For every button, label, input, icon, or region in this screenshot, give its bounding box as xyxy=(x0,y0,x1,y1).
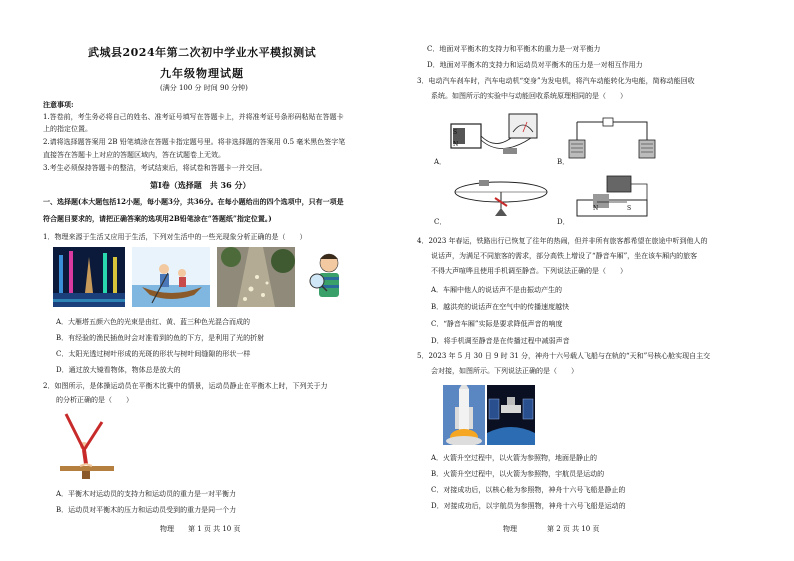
q3-label-c: C． xyxy=(434,218,447,226)
magnet-label-n: N xyxy=(453,141,459,148)
q1-option-b: B．有经验的渔民插鱼时会对准看到的鱼的下方，是利用了光的折射 xyxy=(56,334,265,342)
q5-option-c: C．对接成功后，以核心舱为参照物，神舟十六号飞船是静止的 xyxy=(431,486,626,494)
footer-page-number: 第 2 页 共 10 页 xyxy=(547,525,600,533)
q2-stem: 的分析正确的是（ ） xyxy=(56,396,133,404)
q4-stem: 说话声，为满足不同旅客的需求，部分高铁上增设了“静音车厢”，坐在该车厢内的旅客 xyxy=(431,252,698,260)
section-instructions: 符合题目要求的，请把正确答案的选项用2B铅笔涂在“答题纸”指定位置。) xyxy=(43,214,272,223)
note-line: 2.请将选择题答案用 2B 铅笔填涂在答题卡指定题号里。将非选择题的答案用 0.5 毫米黑色签字笔 xyxy=(43,138,346,146)
note-line: 上的指定位置。 xyxy=(43,125,92,133)
q1-option-c: C．太阳光透过树叶形成的光斑的形状与树叶间缝隙的形状一样 xyxy=(56,350,251,358)
exam-title: 武城县2024年第二次初中学业水平模拟测试 xyxy=(88,46,317,59)
q1-option-a: A．大雁塔五颜六色的光束是由红、黄、蓝三种色光混合而成的 xyxy=(56,318,251,326)
gymnast-balance-beam-drawing xyxy=(54,408,118,480)
q4-option-d: D．将手机调至静音是在传播过程中减弱声音 xyxy=(431,337,570,345)
q3-label-a: A． xyxy=(434,158,447,166)
q5-stem: 会对接，如图所示。下列说法正确的是（ ） xyxy=(431,367,578,375)
footer-page-number: 第 1 页 共 10 页 xyxy=(188,525,241,533)
q3-label-d: D． xyxy=(557,218,570,226)
magnet-label-n: N xyxy=(593,205,599,212)
spacecraft-docking-photo xyxy=(487,385,535,445)
exam-info: (满分 100 分 时间 90 分钟) xyxy=(160,84,248,92)
note-line: 直接答在答题卡上对应的答题区域内，答在试题卷上无效。 xyxy=(43,151,225,159)
q1-option-d: D．通过放大镜看物体，物体总是放大的 xyxy=(56,366,181,374)
q3-apparatus-a-diagram xyxy=(441,110,551,162)
q2-option-a: A．平衡木对运动员的支持力和运动员的重力是一对平衡力 xyxy=(56,490,237,498)
q4-option-a: A．车厢中他人的说话声不是由振动产生的 xyxy=(431,286,563,294)
q4-stem: 4．2023 年春运，铁路出行已恢复了往年的热闹，但并非所有旅客都希望在旅途中听到他人的 xyxy=(417,237,708,245)
q2-option-d: D．地面对平衡木的支持力和运动员对平衡木的压力是一对相互作用力 xyxy=(427,61,643,69)
q2-option-b: B．运动员对平衡木的压力和运动员受到的重力是同一个力 xyxy=(56,506,237,514)
section-title: 第Ⅰ卷（选择题 共 36 分） xyxy=(150,180,251,190)
q4-option-b: B．越洪亮的说话声在空气中的传播速度越快 xyxy=(431,303,570,311)
q5-option-d: D．对接成功后，以宇航员为参照物，神舟十六号飞船是运动的 xyxy=(431,502,626,510)
q3-apparatus-d-diagram xyxy=(567,172,657,224)
q5-option-a: A．火箭升空过程中，以火箭为参照物，地面是静止的 xyxy=(431,454,598,462)
q5-option-b: B．火箭升空过程中，以火箭为参照物，宇航员是运动的 xyxy=(431,470,605,478)
exam-subtitle: 九年级物理试题 xyxy=(160,67,244,80)
footer-subject: 物理 xyxy=(160,525,174,533)
magnet-label-s: S xyxy=(627,205,632,212)
q3-apparatus-c-diagram xyxy=(441,172,551,224)
q5-stem: 5．2023 年 5 月 30 日 9 时 31 分，神舟十六号载人飞船与在轨的“天和”号核心舱实现自主交 xyxy=(417,352,711,360)
magnifier-boy-drawing xyxy=(305,247,355,307)
rocket-launch-photo xyxy=(443,385,485,445)
magnet-label-s: S xyxy=(453,129,458,136)
q3-stem: 系统。如图所示的实验中与动能回收系统原理相同的是（ ） xyxy=(431,92,627,100)
note-line: 1.答卷前，考生务必将自己的姓名、准考证号填写在答题卡上，并将准考证号条形码粘贴在答题卡 xyxy=(43,113,344,121)
q1-stem: 1．物理来源于生活又应用于生活，下列对生活中的一些光现象分析正确的是（ ） xyxy=(43,233,307,241)
q4-option-c: C．“静音车厢”实际是要求降低声音的响度 xyxy=(431,320,563,328)
tree-light-spots-photo xyxy=(217,247,295,307)
fountain-light-photo xyxy=(53,247,125,307)
q4-stem: 不得大声喧哗且使用手机调至静音。下列说法正确的是（ ） xyxy=(431,267,627,275)
notes-title: 注意事项: xyxy=(43,100,74,109)
q2-option-c: C．地面对平衡木的支持力和平衡木的重力是一对平衡力 xyxy=(427,45,601,53)
q3-label-b: B． xyxy=(557,158,570,166)
q3-stem: 3．电动汽车刹车时，汽车电动机“变身”为发电机，将汽车动能转化为电能，简称动能回收 xyxy=(417,77,695,85)
footer-subject: 物理 xyxy=(503,525,517,533)
exam-page-2 xyxy=(397,0,794,561)
q2-stem: 2．如图所示，是体操运动员在平衡木比赛中的情景，运动员静止在平衡木上时，下列关于力 xyxy=(43,382,328,390)
section-instructions: 一、选择题(本大题包括12小题，每小题3分，共36分。在每小题给出的四个选项中，只有一项是 xyxy=(43,197,344,206)
note-line: 3.考生必须保持答题卡的整洁，考试结束后，将试卷和答题卡一并交回。 xyxy=(43,164,267,172)
q3-apparatus-b-diagram xyxy=(567,110,657,162)
fisherman-boat-drawing xyxy=(132,247,210,307)
